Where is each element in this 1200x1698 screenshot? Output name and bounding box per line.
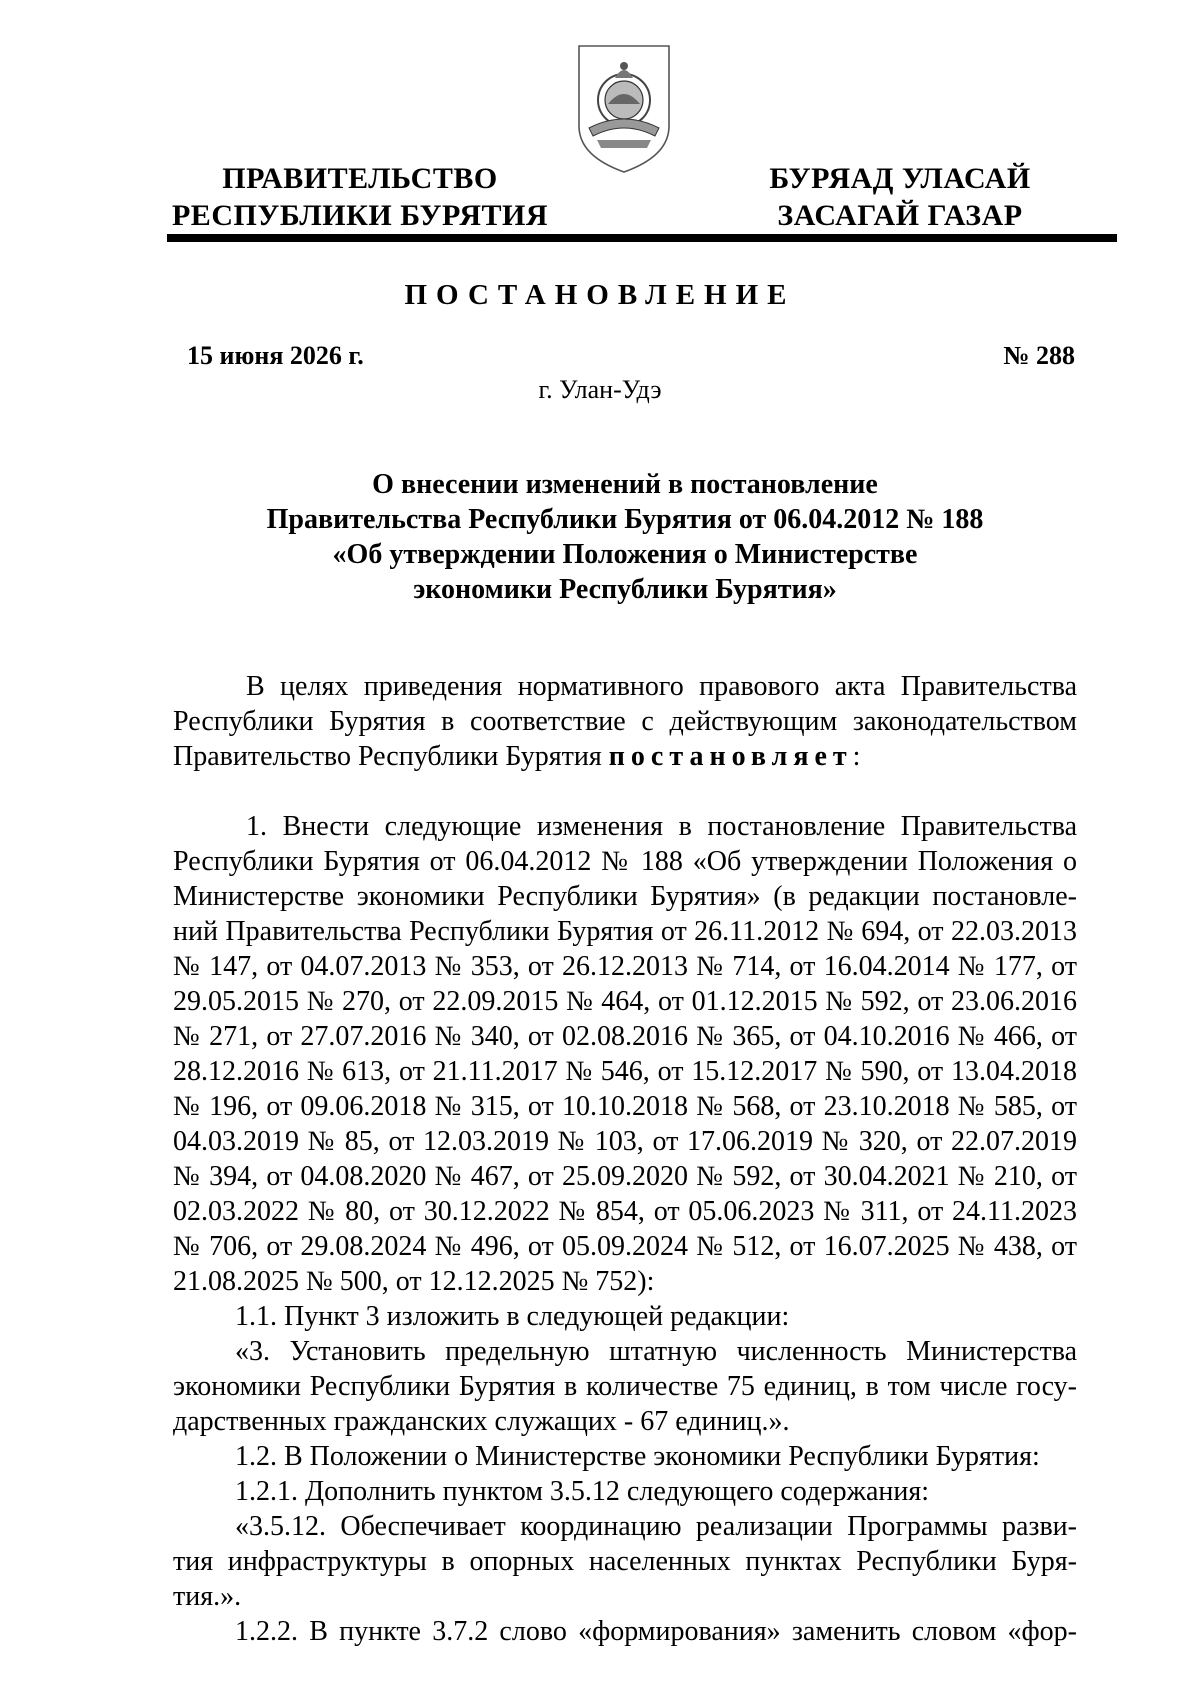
document-type: ПОСТАНОВЛЕНИЕ [404,279,796,311]
subclause-line: «3.5.12. Обеспечивает координацию реализации Программы разви- [235,1511,1077,1542]
clause-line: № 147, от 04.07.2013 № 353, от 26.12.2013 № 714, от 16.04.2014 № 177, от [173,951,1077,982]
clause-line: 28.12.2016 № 613, от 21.11.2017 № 546, от 15.12.2017 № 590, от 13.04.2018 [173,1056,1077,1087]
title-line: экономики Республики Бурятия» [413,574,837,605]
issuer-name-buryat [750,160,1050,234]
decree-keyword: постановляет [608,741,853,772]
subclause-line: тия.». [173,1581,242,1612]
subclause-line: «3. Установить предельную штатную численность Министерства [235,1336,1077,1367]
preamble-text: Правительство Республики Бурятия [173,741,609,772]
title-line: «Об утверждении Положения о Министерстве [332,539,918,570]
issuer-name-line: ЗАСАГАЙ ГАЗАР [777,199,1023,232]
subclause-heading: 1.2.1. Дополнить пунктом 3.5.12 следующего содержания: [235,1476,930,1507]
coat-of-arms-emblem-icon [575,40,673,176]
document-number: № 288 [1003,341,1075,370]
clause-line: 21.08.2025 № 500, от 12.12.2025 № 752): [173,1266,655,1297]
clause-line: 29.05.2015 № 270, от 22.09.2015 № 464, от 01.12.2015 № 592, от 23.06.2016 [173,986,1077,1017]
header-divider [167,234,1117,242]
document-title [200,467,1050,607]
issuer-name-line: БУРЯАД УЛАСАЙ [769,162,1031,195]
clause-line: № 196, от 09.06.2018 № 315, от 10.10.2018 № 568, от 23.10.2018 № 585, от [173,1091,1077,1122]
preamble-line [173,739,1077,774]
clause-line: 1. Внести следующие изменения в постановление Правительства [246,811,1077,842]
title-line: О внесении изменений в постановление [372,469,878,500]
subclause-heading: 1.2.2. В пункте 3.7.2 слово «формирования» заменить словом «фор- [235,1616,1077,1647]
preamble-line: Республики Бурятия в соответствие с действующим законодательством [173,706,1077,737]
document-body [173,669,1077,1649]
clause-line: Республики Бурятия от 06.04.2012 № 188 «Об утверждении Положения о [173,846,1077,877]
clause-line: № 271, от 27.07.2016 № 340, от 02.08.2016 № 365, от 04.10.2016 № 466, от [173,1021,1077,1052]
preamble-line: В целях приведения нормативного правового акта Правительства [246,671,1077,702]
issuer-name-line: РЕСПУБЛИКИ БУРЯТИЯ [171,199,549,232]
clause-line: № 394, от 04.08.2020 № 467, от 25.09.2020 № 592, от 30.04.2021 № 210, от [173,1161,1077,1192]
clause-line: ний Правительства Республики Бурятия от 26.11.2012 № 694, от 22.03.2013 [173,916,1077,947]
subclause-heading: 1.2. В Положении о Министерстве экономики Республики Бурятия: [235,1441,1040,1472]
clause-line: 02.03.2022 № 80, от 30.12.2022 № 854, от 05.06.2023 № 311, от 24.11.2023 [173,1196,1077,1227]
document-city: г. Улан-Удэ [538,375,662,404]
subclause-heading: 1.1. Пункт 3 изложить в следующей редакции: [235,1301,790,1332]
issuer-name-line: ПРАВИТЕЛЬСТВО [222,162,498,195]
clause-line: Министерстве экономики Республики Бурятия» (в редакции постановле- [173,881,1077,912]
preamble-tail: : [852,741,861,772]
document-date: 15 июня 2026 г. [187,341,364,370]
clause-line: № 706, от 29.08.2024 № 496, от 05.09.2024 № 512, от 16.07.2025 № 438, от [173,1231,1077,1262]
issuer-name-russian [170,160,550,234]
subclause-line: тия инфраструктуры в опорных населенных пунктах Республики Буря- [173,1546,1077,1577]
subclause-line: экономики Республики Бурятия в количестве 75 единиц, в том числе госу- [173,1371,1077,1402]
title-line: Правительства Республики Бурятия от 06.04.2012 № 188 [266,504,984,535]
clause-line: 04.03.2019 № 85, от 12.03.2019 № 103, от 17.06.2019 № 320, от 22.07.2019 [173,1126,1077,1157]
subclause-line: дарственных гражданских служащих - 67 единиц.». [173,1406,790,1437]
